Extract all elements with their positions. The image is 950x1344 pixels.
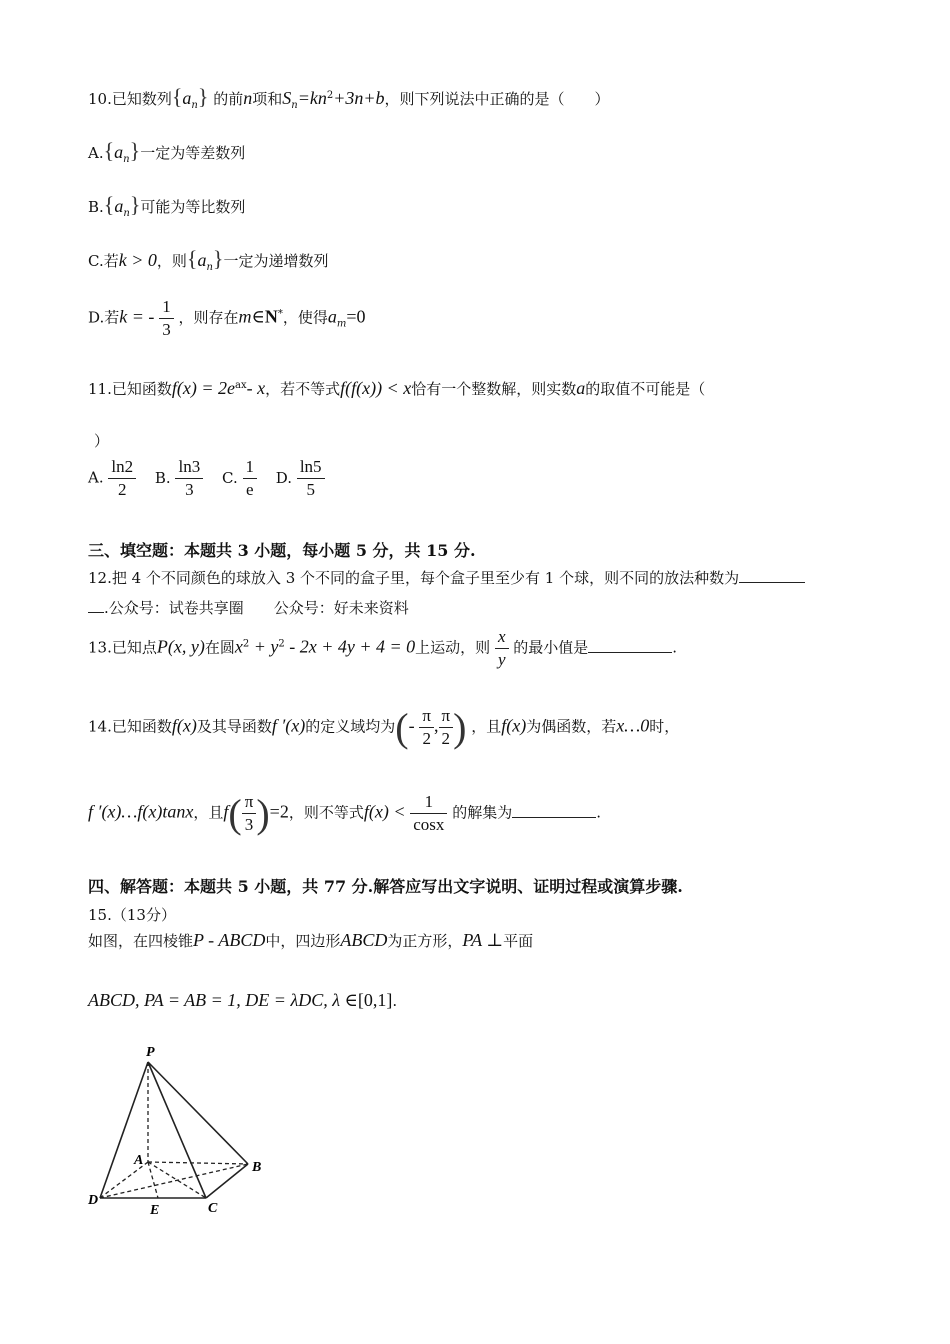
q13-stem: 13.已知点P(x, y)在圆$x^2 + y^2 - 2x + 4y + 4 = 0$上运动，则 $\frac{x}{y}$ 的最小值是 . <box>88 627 678 669</box>
fraction-one-third: $\frac{1}{3}$ <box>159 296 174 341</box>
label-P: P <box>146 1045 155 1060</box>
section-3-heading: 三、填空题：本题共 3 小题，每小题 5 分，共 15 分. <box>88 541 476 560</box>
edge-PB <box>148 1062 248 1164</box>
q15-stem-line2: ABCD, PA = AB = 1, DE = λDC, λ ∈[0,1]. <box>88 990 398 1010</box>
pyramid-figure <box>80 1040 280 1220</box>
q10-option-c: C.若k > 0，则$\{a_n\}$一定为递增数列 <box>88 246 329 273</box>
q11-close-paren: ） <box>94 432 110 450</box>
q14-stem-line1: 14.已知函数f(x)及其导函数f ′(x)的定义域均为(- $\frac{\pi}{2}$ , $\frac{\pi}{2}$ ) ，且f(x)为偶函数，若x…0时， <box>88 705 680 750</box>
edge-PD <box>100 1062 148 1198</box>
q11-options: A. $\frac{\ln 2}{2}$ B. $\frac{\ln 3}{3}$ C. $\frac{1}{e}$ D. $\frac{\ln 5}{5}$ <box>88 456 325 501</box>
q10-option-b: $B.\{a_n\}$可能为等比数列 <box>88 192 246 219</box>
q10-stem: 10.已知数列$\{a_n\}$ 的前n项和$S_n=kn^2+3n+b$，则下列说法中正确的是（ ） <box>88 84 610 111</box>
q14-stem-line2: f ′(x)…f(x)tanx，且f( $\frac{\pi}{3}$ )=2，则不等式f(x) < $\frac{1}{\cos x}$ 的解集为 . <box>88 791 601 836</box>
label-D: D <box>88 1193 99 1208</box>
label-E: E <box>150 1203 160 1218</box>
fraction-pi-over-3: $\frac{\pi}{3}$ <box>242 791 257 836</box>
edge-PC <box>148 1062 206 1198</box>
label-A: A <box>134 1153 144 1168</box>
fraction-x-over-y: $\frac{x}{y}$ <box>495 626 509 671</box>
q11-option-d-fraction: $\frac{\ln 5}{5}$ <box>297 456 325 501</box>
q11-stem: 11.已知函数$f(x) = 2e^{ax}-$ x，若不等式f(f(x)) < x恰有一个整数解，则实数a的取值不可能是（ <box>88 378 706 398</box>
q10-option-a: $A.\{a_n\}$一定为等差数列 <box>88 138 246 165</box>
q15-stem-line1: 如图，在四棱锥P - ABCD中，四边形ABCD为正方形，PA ⊥平面 <box>88 930 534 950</box>
fraction-one-over-cosx: $\frac{1}{\cos x}$ <box>410 791 447 836</box>
q10-option-d: D.若k = - $\frac{1}{3}$ ，则存在m∈N*，使得$a_m=0$ <box>88 297 366 339</box>
edge-AB <box>148 1162 248 1164</box>
section-4-heading: 四、解答题：本题共 5 小题，共 77 分.解答应写出文字说明、证明过程或演算步骤. <box>88 877 683 896</box>
fraction-pi-over-2-b: $\frac{\pi}{2}$ <box>439 705 454 750</box>
edge-CB <box>206 1164 248 1198</box>
q12-stem: 12.把 4 个不同颜色的球放入 3 个不同的盒子里，每个盒子里至少有 1 个球，则不同的放法种数为 <box>88 567 805 588</box>
fraction-pi-over-2: $\frac{\pi}{2}$ <box>419 705 434 750</box>
q12-stem-end: .公众号：试卷共享圈 公众号：好未来资料 <box>88 597 409 618</box>
label-C: C <box>208 1201 218 1216</box>
q11-option-b-fraction: $\frac{\ln 3}{3}$ <box>175 456 203 501</box>
q11-option-c-fraction: $\frac{1}{e}$ <box>243 456 258 501</box>
q11-option-a-fraction: $\frac{\ln 2}{2}$ <box>108 456 136 501</box>
q15-head: 15.（13分） <box>88 906 176 924</box>
label-B: B <box>252 1160 262 1175</box>
